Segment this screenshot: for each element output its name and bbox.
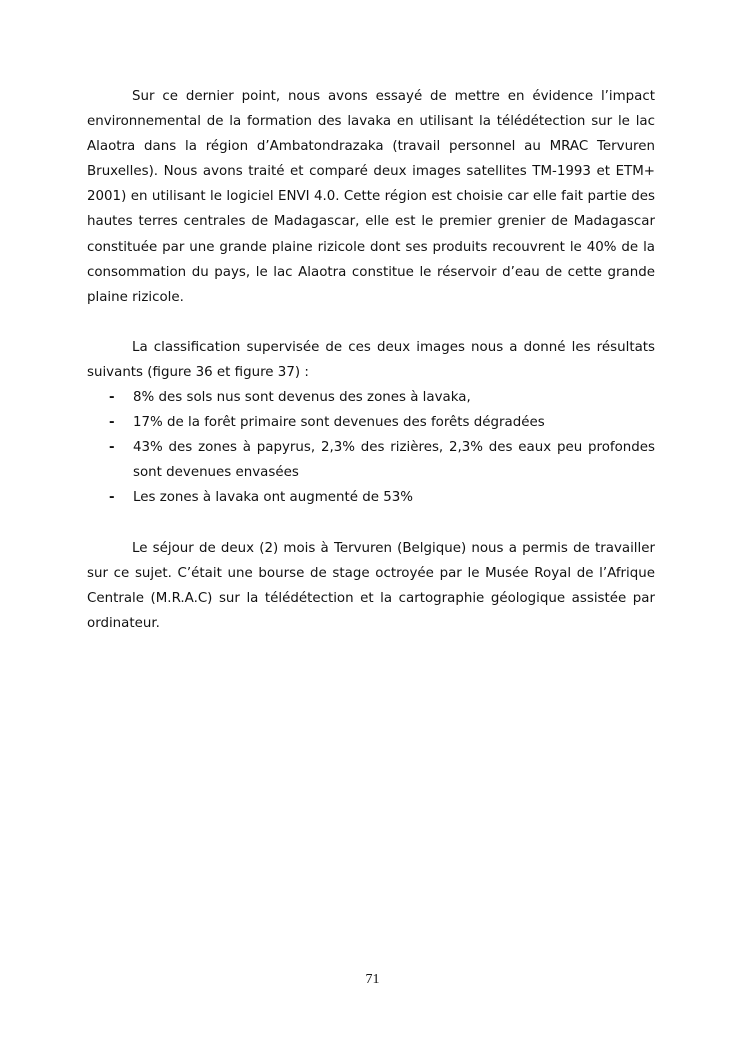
page-number: 71 (365, 972, 380, 987)
list-item (87, 435, 655, 485)
paragraph-3-text: Le séjour de deux (2) mois à Tervuren (Belgique) nous a permis de travailler sur ce sujet. C’était une bourse de stage octroyée par le Musée Royal de l’Afrique Centrale (M.R.A.C) sur la télédétection et la cartographie géologique assistée par ordinateur. (87, 540, 655, 631)
list-item-text: 17% de la forêt primaire sont devenues des forêts dégradées (133, 415, 545, 431)
bullet-dash: - (109, 415, 115, 431)
paragraph-sejour-tervuren (87, 536, 655, 636)
bullet-dash: - (109, 490, 115, 506)
list-item (87, 385, 655, 410)
list-item (87, 410, 655, 435)
bullet-dash: - (109, 440, 115, 456)
list-item-text: 43% des zones à papyrus, 2,3% des rizières, 2,3% des eaux peu profondes sont devenues envasées (133, 440, 655, 481)
paragraph-classification (87, 335, 655, 385)
list-item-text: 8% des sols nus sont devenus des zones à lavaka, (133, 390, 471, 406)
paragraph-impact-environnemental (87, 84, 655, 310)
document-body (87, 84, 655, 636)
list-item (87, 485, 655, 510)
bullet-dash: - (109, 390, 115, 406)
results-list (87, 385, 655, 510)
list-item-text: Les zones à lavaka ont augmenté de 53% (133, 490, 414, 506)
paragraph-1-text: Sur ce dernier point, nous avons essayé de mettre en évidence l’impact environnemental de la formation des lavaka en utilisant la télédétection sur le lac Alaotra dans la région d’Ambatondrazaka (travail personnel au MRAC Tervuren Bruxelles). Nous avons traité et comparé deux images satellites TM-1993 et ETM+ 2001) en utilisant le logiciel ENVI 4.0. Cette région est choisie car elle fait partie des hautes terres centrales de Madagascar, elle est le premier grenier de Madagascar constituée par une grande plaine rizicole dont ses produits recouvrent le 40% de la consommation du pays, le lac Alaotra constitue le réservoir d’eau de cette grande plaine rizicole. (87, 89, 655, 305)
paragraph-2-text: La classification supervisée de ces deux images nous a donné les résultats suivants (figure 36 et figure 37) : (87, 339, 655, 380)
